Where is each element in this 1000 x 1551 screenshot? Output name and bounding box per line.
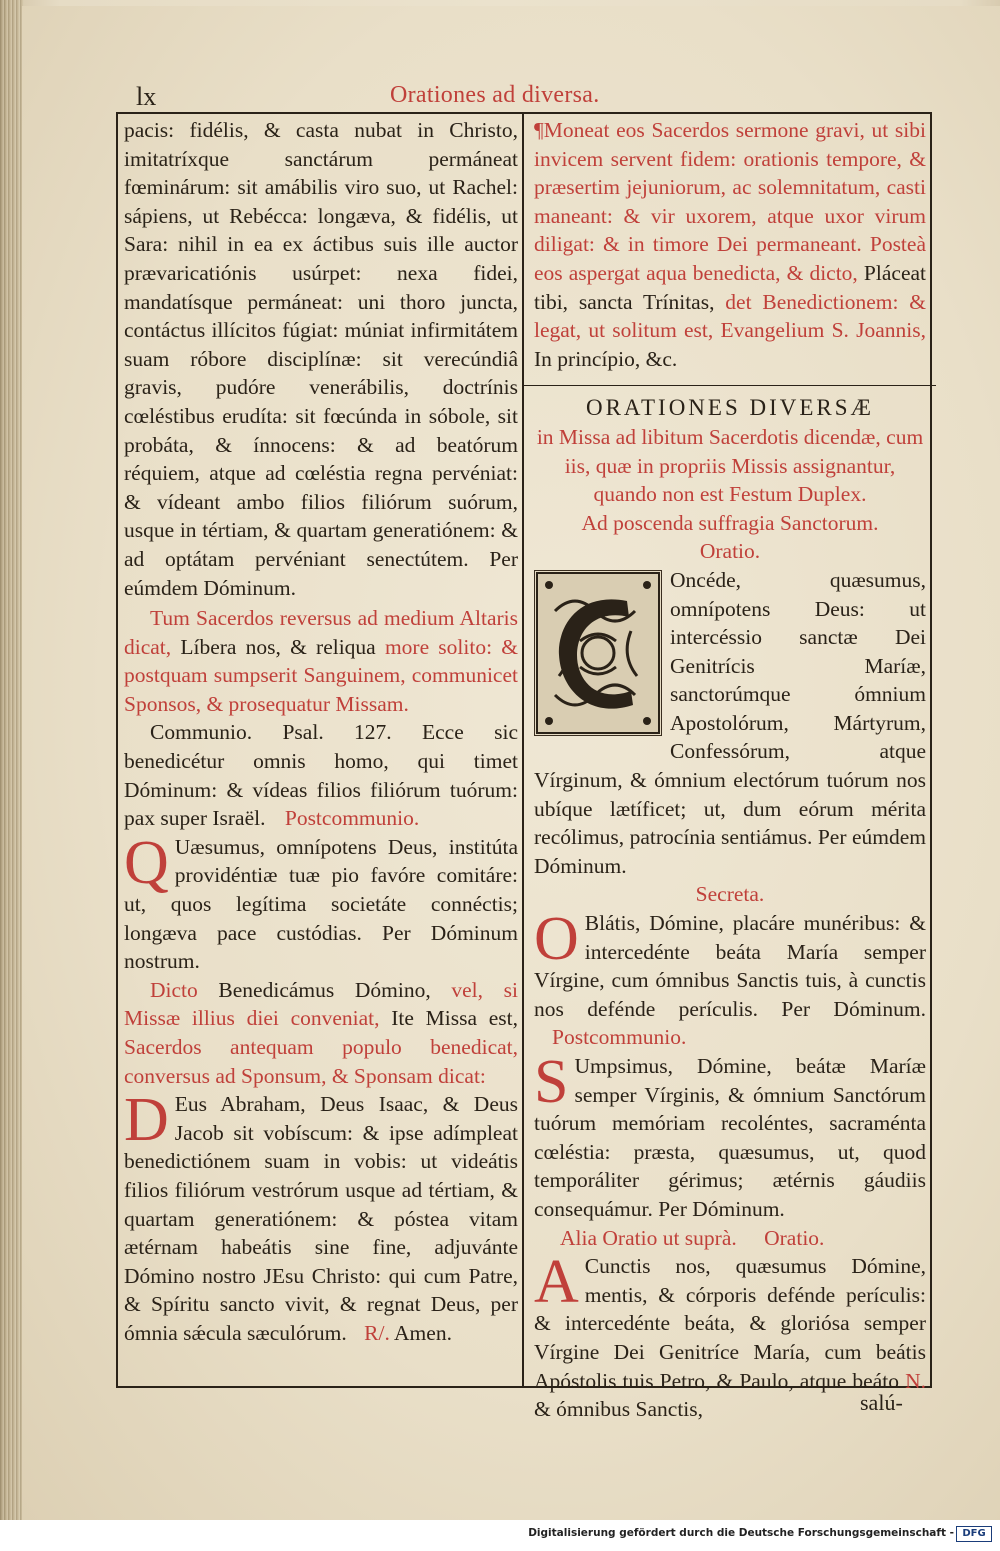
- drop-cap-d: D: [124, 1086, 169, 1155]
- prayer-concede: [534, 566, 926, 881]
- column-divider: [522, 112, 524, 1388]
- prayer-text: Cunctis nos, quæsumus Dómine, mentis, & córporis defénde perículis: & intercedénte beáta, & gloriósa semper Vírgine Dei Genitríce María, cum beátis Apóstolis tuis Petro, & Paulo, atque beáto: [534, 1254, 926, 1393]
- prayer-oblatis: [534, 905, 926, 1052]
- response-symbol: R/.: [364, 1320, 390, 1345]
- rubric-text: more solito: & postquam sumpserit Sanguinem, communicet Sponsos, & prosequatur Missam.: [124, 634, 518, 716]
- communio-label: Communio. Psal. 127.: [150, 720, 392, 745]
- dfg-logo: DFG: [956, 1526, 992, 1542]
- right-column: [534, 116, 926, 1424]
- alia-oratio: Alia Oratio ut suprà.: [560, 1225, 737, 1250]
- name-placeholder: N.: [905, 1368, 926, 1393]
- in-principio: In princípio, &c.: [534, 346, 678, 371]
- rubric-text: Dicto: [150, 977, 198, 1002]
- catchword: salú-: [860, 1390, 903, 1415]
- rubric-tum-sacerdos: [124, 604, 518, 718]
- ite-missa: Ite Missa est,: [391, 1006, 518, 1031]
- prayer-deus-abraham: [124, 1086, 518, 1347]
- placeat-tibi: Pláceat tibi, sancta Trínitas,: [534, 260, 926, 314]
- communio-text: Ecce sic benedicétur omnis homo, qui timet Dóminum: & vídeas filios filiórum tuórum: pax super Israël.: [124, 720, 518, 831]
- section-heading: ORATIONES DIVERSÆ: [585, 395, 875, 421]
- heading-oratio: Oratio.: [699, 539, 761, 564]
- footer-bar: [0, 1520, 1000, 1551]
- communio: [124, 718, 518, 832]
- drop-cap-o: O: [534, 905, 579, 974]
- postcommunio-label: Postcommunio.: [552, 1025, 687, 1050]
- postcommunio-label: Postcommunio.: [284, 806, 420, 831]
- oratio-label: Oratio.: [764, 1225, 825, 1250]
- heading-suffragia: Ad poscenda suffragia Sanctorum.: [581, 510, 879, 535]
- rubric-text: det Benedictionem: & legat, ut solitum est, Evangelium S. Joannis,: [534, 289, 926, 343]
- prayer-text: Uæsumus, omnípotens Deus, institúta providéntiæ tuæ pio favóre comitáre: ut, quos legítima societáte connéctis; longæva pace custódias. Per Dóminum nostrum.: [124, 834, 518, 974]
- prayer-text: Oncéde, quæsumus, omnípotens Deus: ut intercéssio sanctæ Dei Genitrícis Maríæ, sanctorúmque ómnium Apostolórum, Mártyrum, Confessórum, atque Vírginum, & ómnium electórum tuórum nos ubíque lætíficet; ut, dum eórum mérita recólimus, patrocínia sentiámus. Per eúmdem Dóminum.: [534, 567, 926, 878]
- rubric-text: ¶Moneat eos Sacerdos sermone gravi, ut sibi invicem servent fidem: orationis tempore, & præsertim jejuniorum, ac solemnitatum, casti maneant: & vir uxorem, atque uxor virum diligat: & in timore Dei permaneant. Posteà eos aspergat aqua benedicta, & dicto,: [534, 118, 926, 285]
- drop-cap-a: A: [534, 1248, 579, 1317]
- rubric-text: Sacerdos antequam populo benedicat, conversus ad Sponsum, & Sponsam dicat:: [124, 1035, 518, 1088]
- heading-secreta: Secreta.: [695, 882, 765, 907]
- prayer-sumpsimus: [534, 1048, 926, 1224]
- blessing-text: pacis: fidélis, & casta nubat in Christo, imitatríxque sanctárum permáneat fœminárum: sit amábilis viro suo, ut Rachel: sápiens, ut Rebécca: longæva, & fidélis, ut Sara: nihil in ea ex áctibus suis ille auctor prævaricatiónis usúrpet: nexa fidei, mandatísque permáneat: uni thoro juncta, contáctus illícitos fúgiat: múniat infirmitátem suam róbore disciplínæ: sit verecúndiâ gravis, pudóre venerábilis, doctrínis cœléstibus erudíta: sit fœcúnda in sóbole, sit probáta, & ínnocens: & ad beatórum réquiem, atque ad cœléstia regna pervéniat: & vídeant ambo filios filiórum suórum, usque in tértiam, & quartam generatiónem: & ad optátam pervéniant senectútem. Per eúmdem Dóminum.: [124, 118, 518, 600]
- drop-cap-q: Q: [124, 828, 169, 897]
- rubric-text: vel, si Missæ illius diei conveniat,: [124, 977, 518, 1031]
- libera-nos: Líbera nos, & reliqua: [180, 634, 376, 659]
- rubric-text: Tum Sacerdos reversus ad medium Altaris dicat,: [124, 606, 518, 659]
- page-edges: [0, 0, 24, 1520]
- footer-credit: Digitalisierung gefördert durch die Deutsche Forschungsgemeinschaft -: [528, 1527, 954, 1539]
- prayer-text: Umpsimus, Dómine, beátæ Maríæ semper Vírginis, & ómnium Sanctórum tuórum memóriam recoléntes, sacraménta cœléstia: præsta, quæsumus, ut, quod temporáliter gérimus; ætérnis gáudiis consequámur. Per Dóminum.: [534, 1054, 926, 1221]
- folio-number: lx: [136, 82, 157, 111]
- heading-alia-oratio: [534, 1224, 926, 1253]
- section-subheading: in Missa ad libitum Sacerdotis dicendæ, cum iis, quæ in propriis Missis assignantur, quando non est Festum Duplex.: [536, 424, 924, 507]
- ornamental-initial-c-icon: [534, 570, 662, 736]
- benedicamus: Benedicámus Dómino,: [218, 977, 431, 1002]
- prayer-text: Eus Abraham, Deus Isaac, & Deus Jacob sit vobíscum: & ipse adímpleat benedictiónem suam in vobis: ut videátis filios filiórum vestrórum usque ad tértiam, & quartam generatiónem: & póstea vitam ætérnam habeátis sine fine, adjuvánte Dómino nostro JEsu Christo: qui cum Patre, & Spíritu sancto vivit, & regnat Deus, per ómnia sǽcula sæculórum.: [124, 1092, 518, 1345]
- section-rule: [522, 385, 936, 386]
- prayer-text: Blátis, Dómine, placáre munéribus: & intercedénte beáta María semper Vírgine, cum ómnibus Sanctis tuis, à cunctis nos defénde perículis. Per Dóminum.: [534, 911, 926, 1021]
- drop-cap-s: S: [534, 1048, 569, 1116]
- rubric-moneat: [534, 116, 926, 373]
- prayer-text-end: & ómnibus Sanctis,: [534, 1397, 704, 1422]
- running-head: Orationes ad diversa.: [390, 82, 600, 108]
- amen: Amen.: [394, 1320, 452, 1345]
- rubric-dicto: [124, 976, 518, 1090]
- left-column: [124, 116, 518, 1348]
- prayer-quaesumus: [124, 828, 518, 976]
